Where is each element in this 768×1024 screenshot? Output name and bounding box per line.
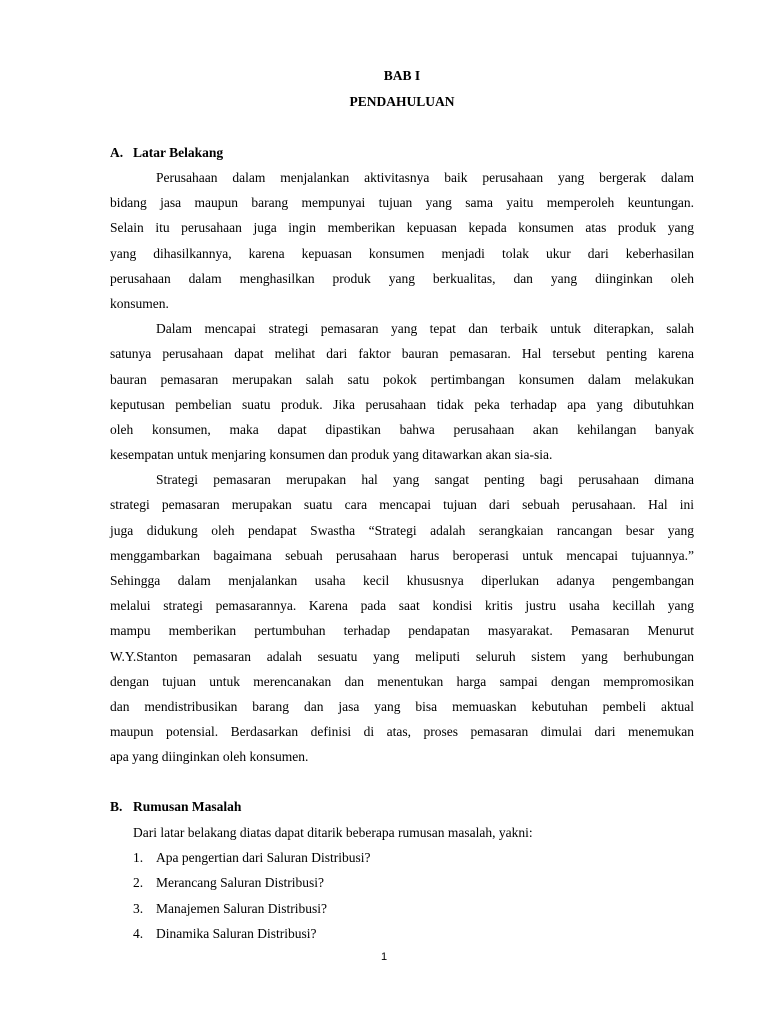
list-item	[133, 926, 693, 951]
list-item-text: Merancang Saluran Distribusi?	[156, 875, 324, 891]
problem-list	[133, 825, 693, 951]
paragraph-line: yang dihasilkannya, karena kepuasan konsumen menjadi tolak ukur dari keberhasilan	[110, 245, 694, 261]
list-item-number: 2.	[133, 875, 144, 891]
list-item-number: 1.	[133, 850, 144, 866]
problem-list-intro: Dari latar belakang diatas dapat ditarik beberapa rumusan masalah, yakni:	[133, 825, 533, 840]
list-item-number: 3.	[133, 900, 144, 916]
section-a-body	[110, 170, 694, 775]
paragraph-line: Dalam mencapai strategi pemasaran yang tepat dan terbaik untuk diterapkan, salah	[156, 321, 694, 337]
paragraph-line: satunya perusahaan dapat melihat dari faktor bauran pemasaran. Hal tersebut penting karena	[110, 346, 694, 362]
section-a-heading	[110, 145, 223, 161]
paragraph-line: oleh konsumen, maka dapat dipastikan bahwa perusahaan akan kehilangan banyak	[110, 421, 694, 437]
paragraph-line: keputusan pembelian suatu produk. Jika perusahaan tidak peka terhadap apa yang dibutuhkan	[110, 396, 694, 412]
section-b-heading	[110, 799, 241, 815]
section-a-number: A.	[110, 145, 124, 160]
paragraph-line: dengan tujuan untuk merencanakan dan menentukan harga sampai dengan mempromosikan	[110, 673, 694, 689]
paragraph-line: mampu memberikan pertumbuhan terhadap pendapatan masyarakat. Pemasaran Menurut	[110, 623, 694, 639]
paragraph-line: strategi pemasaran merupakan suatu cara mencapai tujuan dari sebuah perusahaan. Hal ini	[110, 497, 694, 513]
paragraph-line: Perusahaan dalam menjalankan aktivitasnya baik perusahaan yang bergerak dalam	[156, 170, 694, 185]
chapter-number: BAB I	[383, 68, 421, 83]
chapter-title: PENDAHULUAN	[349, 94, 455, 109]
list-item-number: 4.	[133, 925, 144, 941]
list-item	[133, 875, 693, 900]
paragraph-line: Selain itu perusahaan juga ingin memberikan kepuasan kepada konsumen atas produk yang	[110, 220, 694, 236]
paragraph-line: bauran pemasaran merupakan salah satu pokok pertimbangan konsumen dalam melakukan	[110, 371, 694, 387]
paragraph-line: dan mendistribusikan barang dan jasa yang bisa memuaskan kebutuhan pembeli aktual	[110, 698, 694, 714]
paragraph-line: apa yang diinginkan oleh konsumen.	[110, 749, 309, 765]
paragraph-line: melalui strategi pemasarannya. Karena pada saat kondisi kritis justru usaha kecillah yang	[110, 598, 694, 614]
paragraph-line: kesempatan untuk menjaring konsumen dan produk yang ditawarkan akan sia-sia.	[110, 447, 553, 463]
page-number: 1	[380, 951, 388, 963]
list-item-text: Manajemen Saluran Distribusi?	[156, 900, 327, 916]
list-item-text: Dinamika Saluran Distribusi?	[156, 925, 317, 941]
paragraph-line: perusahaan dalam menghasilkan produk yang berkualitas, dan yang diinginkan oleh	[110, 270, 694, 286]
list-item	[133, 901, 693, 926]
list-item	[133, 850, 693, 875]
paragraph-line: bidang jasa maupun barang mempunyai tujuan yang sama yaitu memperoleh keuntungan.	[110, 195, 694, 211]
section-a-title: Latar Belakang	[133, 145, 224, 160]
paragraph-line: Sehingga dalam menjalankan usaha kecil khususnya diperlukan adanya pengembangan	[110, 573, 694, 588]
list-item-text: Apa pengertian dari Saluran Distribusi?	[156, 850, 371, 866]
section-b-number: B.	[110, 799, 123, 814]
paragraph-line: konsumen.	[110, 295, 169, 311]
paragraph-line: menggambarkan bagaimana sebuah perusahaan harus beroperasi untuk mencapai tujuannya.”	[110, 547, 694, 563]
paragraph-line: juga didukung oleh pendapat Swastha “Strategi adalah serangkaian rancangan besar yang	[110, 522, 694, 538]
paragraph-line: W.Y.Stanton pemasaran adalah sesuatu yang meliputi seluruh sistem yang berhubungan	[110, 648, 694, 664]
section-b-title: Rumusan Masalah	[133, 799, 242, 814]
paragraph-line: maupun potensial. Berdasarkan definisi di atas, proses pemasaran dimulai dari menemukan	[110, 724, 694, 740]
paragraph-line: Strategi pemasaran merupakan hal yang sangat penting bagi perusahaan dimana	[156, 472, 694, 488]
